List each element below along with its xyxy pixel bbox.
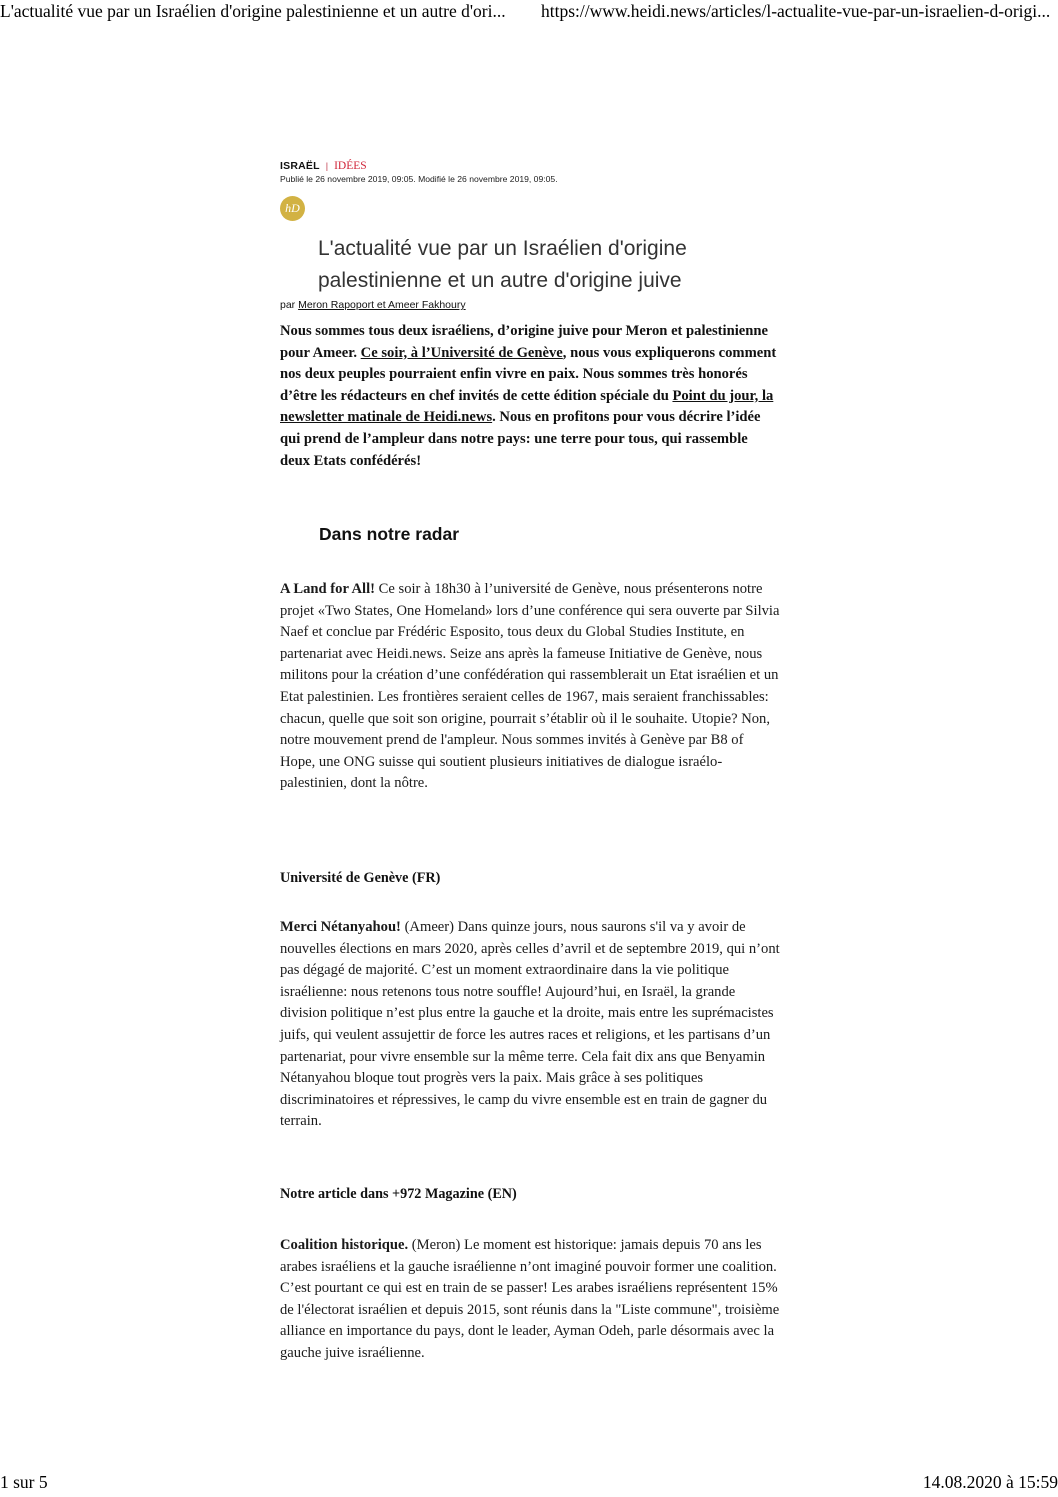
item-text: (Meron) Le moment est historique: jamais depuis 70 ans les arabes israéliens et la gauche israélienne n’ont imaginé pouvoir former une coalition. C’est pourtant ce qui est en train de se passer! Les arabes israéliens représentent 15% de l'électorat israélien et depuis 2015, sont réunis dans la "Liste commune", troisième alliance en importance du pays, dont le leader, Ayman Odeh, parle désormais avec la gauche juive israélienne. <box>280 1237 780 1361</box>
print-datetime: 14.08.2020 à 15:59 <box>922 1472 1058 1492</box>
radar-item-netanyahu <box>280 917 780 1133</box>
radar-item-coalition <box>280 1235 780 1365</box>
magazine-972-link[interactable]: Notre article dans +972 Magazine (EN) <box>280 1186 517 1202</box>
page-number: 1 sur 5 <box>0 1472 48 1492</box>
section-heading-radar: Dans notre radar <box>319 524 460 544</box>
article-category-link[interactable]: IDÉES <box>334 160 367 172</box>
byline <box>280 299 466 311</box>
item-text: (Ameer) Dans quinze jours, nous saurons s'il va y avoir de nouvelles élections en mars 2020, après celles d’avril et de septembre 2019, qui n’ont pas dégagé de majorité. C’est un moment extraordinaire dans la vie politique israélienne: nous retenons tous notre souffle! Aujourd’hui, en Israël, la grande division politique n’est plus entre la gauche et la droite, mais entre les suprémacistes juifs, qui veulent assujettir de force les autres races et religions, et les partisans d’un partenariat, pour vivre ensemble sur la même terre. Cela fait dix ans que Benyamin Nétanyahou bloque tout progrès vers la paix. Mais grâce à ses politiques discriminatoires et répressives, le camp du vivre ensemble est en train de gagner du terrain. <box>280 919 780 1130</box>
print-page-title: L'actualité vue par un Israélien d'origine palestinienne et un autre d'ori... <box>0 1 506 21</box>
lead-text-2: , nous vous expliquerons comment nos deux peuples pourraient enfin vivre en paix. Nous sommes très honorés d’être les rédacteurs en chef invités de cette édition spéciale du <box>280 344 777 404</box>
authors-link[interactable]: Meron Rapoport et Ameer Fakhoury <box>298 299 466 311</box>
item-lead-in: Coalition historique. <box>280 1237 409 1253</box>
radar-item-land-for-all <box>280 579 780 795</box>
article-kicker <box>280 160 367 172</box>
kicker-separator: | <box>325 161 329 171</box>
item-lead-in: A Land for All! <box>280 581 376 597</box>
print-page-url: https://www.heidi.news/articles/l-actualite-vue-par-un-israelien-d-origi... <box>541 1 1051 21</box>
publication-date: Publié le 26 novembre 2019, 09:05. Modifié le 26 novembre 2019, 09:05. <box>280 174 558 184</box>
lead-text-3: . Nous en profitons pour vous décrire l’idée qui prend de l’ampleur dans notre pays: une terre pour tous, qui rassemble deux Etats confédérés! <box>280 409 761 469</box>
geneva-event-link[interactable]: Ce soir, à l’Université de Genève <box>360 344 563 361</box>
article-tag-link[interactable]: ISRAËL <box>280 160 320 172</box>
heidi-logo-icon: hD <box>280 196 305 221</box>
article-title: L'actualité vue par un Israélien d'origine palestinienne et un autre d'origine juive <box>318 237 687 292</box>
print-header <box>0 0 1058 22</box>
print-footer <box>0 1472 1058 1494</box>
item-lead-in: Merci Nétanyahou! <box>280 919 401 935</box>
article-lead <box>280 321 780 472</box>
item-text: Ce soir à 18h30 à l’université de Genève, nous présenterons notre projet «Two States, One Homeland» lors d’une conférence qui sera ouverte par Silvia Naef et conclue par Frédéric Esposito, tous deux du Global Studies Institute, en partenariat avec Heidi.news. Seize ans après la fameuse Initiative de Genève, nous militons pour la création d’une confédération qui rassemblerait un Etat israélien et un Etat palestinien. Les frontières seraient celles de 1967, mais seraient franchissables: chacun, quelle que soit son origine, pourrait s’établir où il le souhaite. Utopie? Non, notre mouvement prend de l'ampleur. Nous sommes invités à Genève par B8 of Hope, une ONG suisse qui soutient plusieurs initiatives de dialogue israélo-palestinien, dont la nôtre. <box>280 581 780 792</box>
lead-text-1: Nous sommes tous deux israéliens, d’origine juive pour Meron et palestinienne pour Ameer. <box>280 323 768 361</box>
byline-prefix: par <box>280 299 296 311</box>
newsletter-link[interactable]: Point du jour, la newsletter matinale de Heidi.news <box>280 387 774 426</box>
unige-link[interactable]: Université de Genève (FR) <box>280 870 441 886</box>
